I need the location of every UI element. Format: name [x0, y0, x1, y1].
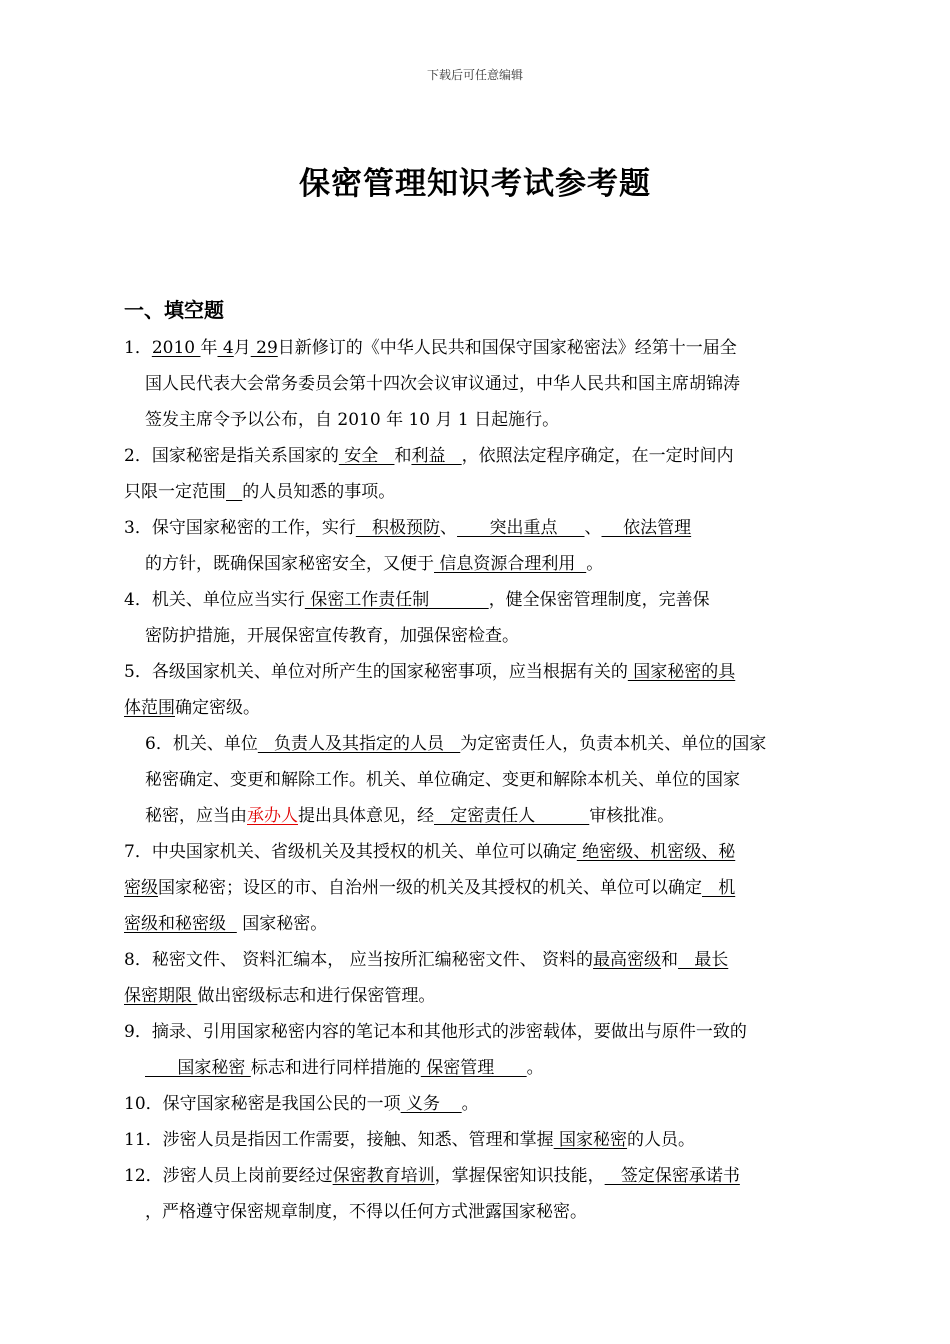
text-segment: 8．秘密文件、 资料汇编本， 应当按所汇编秘密文件、 资料的 — [124, 950, 594, 970]
text-line — [124, 654, 830, 690]
answer-blank: 保密教育培训 — [332, 1166, 435, 1186]
text-segment: 密防护措施，开展保密宣传教育，加强保密检查。 — [145, 626, 519, 646]
text-segment: 秘密，应当由 — [145, 806, 247, 826]
answer-blank: 体范围 — [124, 698, 175, 718]
text-segment: 6．机关、单位 — [145, 734, 258, 754]
text-segment: 年 — [200, 338, 218, 358]
answer-blank: 最高密级 — [593, 950, 662, 970]
text-line — [124, 1158, 830, 1194]
text-segment: 国家秘密；设区的市、自治州一级的机关及其授权的机关、单位可以确定 — [158, 878, 702, 898]
text-segment: 的方针，既确保国家秘密安全，又便于 — [145, 554, 434, 574]
answer-blank: 利益 — [411, 446, 462, 466]
text-segment: 确定密级。 — [175, 698, 260, 718]
text-segment: 12．涉密人员上岗前要经过 — [124, 1166, 333, 1186]
answer-blank: 密级 — [124, 878, 158, 898]
text-segment: 和 — [394, 446, 412, 466]
text-segment: 月 — [233, 338, 251, 358]
text-segment: 3．保守国家秘密的工作，实行 — [124, 518, 356, 538]
answer-blank: 绝密级、机密级、秘 — [576, 842, 736, 862]
answer-blank: 最长 — [678, 950, 729, 970]
answer-blank: 突出重点 — [457, 518, 585, 538]
text-segment: 日新修订的《中华人民共和国保守国家秘密法》经第十一届全 — [277, 338, 737, 358]
text-line — [124, 870, 830, 906]
text-segment: 4．机关、单位应当实行 — [124, 590, 305, 610]
text-segment: 国人民代表大会常务委员会第十四次会议审议通过，中华人民共和国主席胡锦涛 — [145, 374, 740, 394]
answer-blank: 密级和秘密级 — [124, 914, 237, 934]
text-line — [145, 1194, 830, 1230]
answer-blank: 4 — [217, 338, 234, 358]
text-segment: 审核批准。 — [589, 806, 675, 826]
answer-blank: 国家秘密 — [145, 1058, 251, 1078]
answer-blank: 2010 — [151, 338, 201, 358]
text-segment: ，依照法定程序确定，在一定时间内 — [461, 446, 734, 466]
answer-blank — [226, 482, 242, 502]
text-line — [145, 762, 830, 798]
text-segment: 为定密责任人，负责本机关、单位的国家 — [460, 734, 767, 754]
answer-blank: 保密管理 — [420, 1058, 527, 1078]
text-line — [124, 942, 830, 978]
text-segment: 7．中央国家机关、省级机关及其授权的机关、单位可以确定 — [124, 842, 577, 862]
text-line — [145, 1050, 830, 1086]
text-line — [145, 546, 830, 582]
text-segment: 10．保守国家秘密是我国公民的一项 — [124, 1094, 401, 1114]
answer-blank: 积极预防 — [355, 518, 441, 538]
text-line — [145, 798, 830, 834]
text-line — [124, 438, 830, 474]
text-line — [145, 402, 830, 438]
answer-blank: 承办人 — [247, 806, 298, 826]
answer-blank: 负责人及其指定的人员 — [257, 734, 461, 754]
text-segment: 11．涉密人员是指因工作需要，接触、知悉、管理和掌握 — [124, 1130, 554, 1150]
text-segment: 只限一定范围 — [124, 482, 226, 502]
section-heading: 一、填空题 — [124, 298, 224, 322]
text-segment: 国家秘密。 — [236, 914, 328, 934]
text-line — [124, 1122, 830, 1158]
text-line — [124, 978, 830, 1014]
text-line — [124, 510, 830, 546]
text-segment: 。 — [586, 554, 604, 574]
answer-blank: 国家秘密 — [553, 1130, 628, 1150]
text-segment: 秘密确定、变更和解除工作。机关、单位确定、变更和解除本机关、单位的国家 — [145, 770, 740, 790]
text-segment: 签发主席令予以公布，自 2010 年 10 月 1 日起施行。 — [145, 410, 560, 430]
text-segment: 的人员知悉的事项。 — [242, 482, 396, 502]
text-segment: ，健全保密管理制度，完善保 — [488, 590, 710, 610]
answer-blank: 义务 — [400, 1094, 462, 1114]
text-segment: 做出密级标志和进行保密管理。 — [197, 986, 436, 1006]
text-line — [145, 726, 830, 762]
answer-blank: 保密工作责任制 — [304, 590, 489, 610]
answer-blank: 签定保密承诺书 — [604, 1166, 740, 1186]
text-line — [145, 366, 830, 402]
text-line — [145, 618, 830, 654]
text-segment: 。 — [526, 1058, 544, 1078]
answer-blank: 国家秘密的具 — [627, 662, 736, 682]
page-header: 下载后可任意编辑 — [426, 68, 523, 82]
text-line — [124, 834, 830, 870]
text-segment: 的人员。 — [627, 1130, 696, 1150]
text-segment: 和 — [661, 950, 679, 970]
answer-blank: 依法管理 — [601, 518, 692, 538]
text-segment: 9．摘录、引用国家秘密内容的笔记本和其他形式的涉密载体，要做出与原件一致的 — [124, 1022, 747, 1042]
page-title: 保密管理知识考试参考题 — [299, 166, 651, 202]
text-line — [124, 1014, 830, 1050]
text-line — [124, 582, 830, 618]
text-segment: 提出具体意见，经 — [298, 806, 434, 826]
answer-blank: 29 — [250, 338, 278, 358]
text-segment: ，严格遵守保密规章制度，不得以任何方式泄露国家秘密。 — [145, 1202, 587, 1222]
text-line — [124, 474, 830, 510]
text-line — [124, 1086, 830, 1122]
text-segment: 、 — [440, 518, 458, 538]
answer-blank: 机 — [702, 878, 736, 898]
text-segment: 。 — [461, 1094, 479, 1114]
text-line — [124, 330, 830, 366]
text-segment: 2．国家秘密是指关系国家的 — [124, 446, 339, 466]
answer-blank: 定密责任人 — [434, 806, 590, 826]
text-line — [124, 906, 830, 942]
text-segment: 5．各级国家机关、单位对所产生的国家秘密事项，应当根据有关的 — [124, 662, 628, 682]
answer-blank: 保密期限 — [124, 986, 198, 1006]
answer-blank: 安全 — [338, 446, 395, 466]
text-segment: ，掌握保密知识技能， — [434, 1166, 605, 1186]
text-line — [124, 690, 830, 726]
text-segment: 标志和进行同样措施的 — [250, 1058, 421, 1078]
text-segment: 、 — [584, 518, 602, 538]
answer-blank: 信息资源合理利用 — [434, 554, 587, 574]
text-segment: 1． — [124, 338, 152, 358]
